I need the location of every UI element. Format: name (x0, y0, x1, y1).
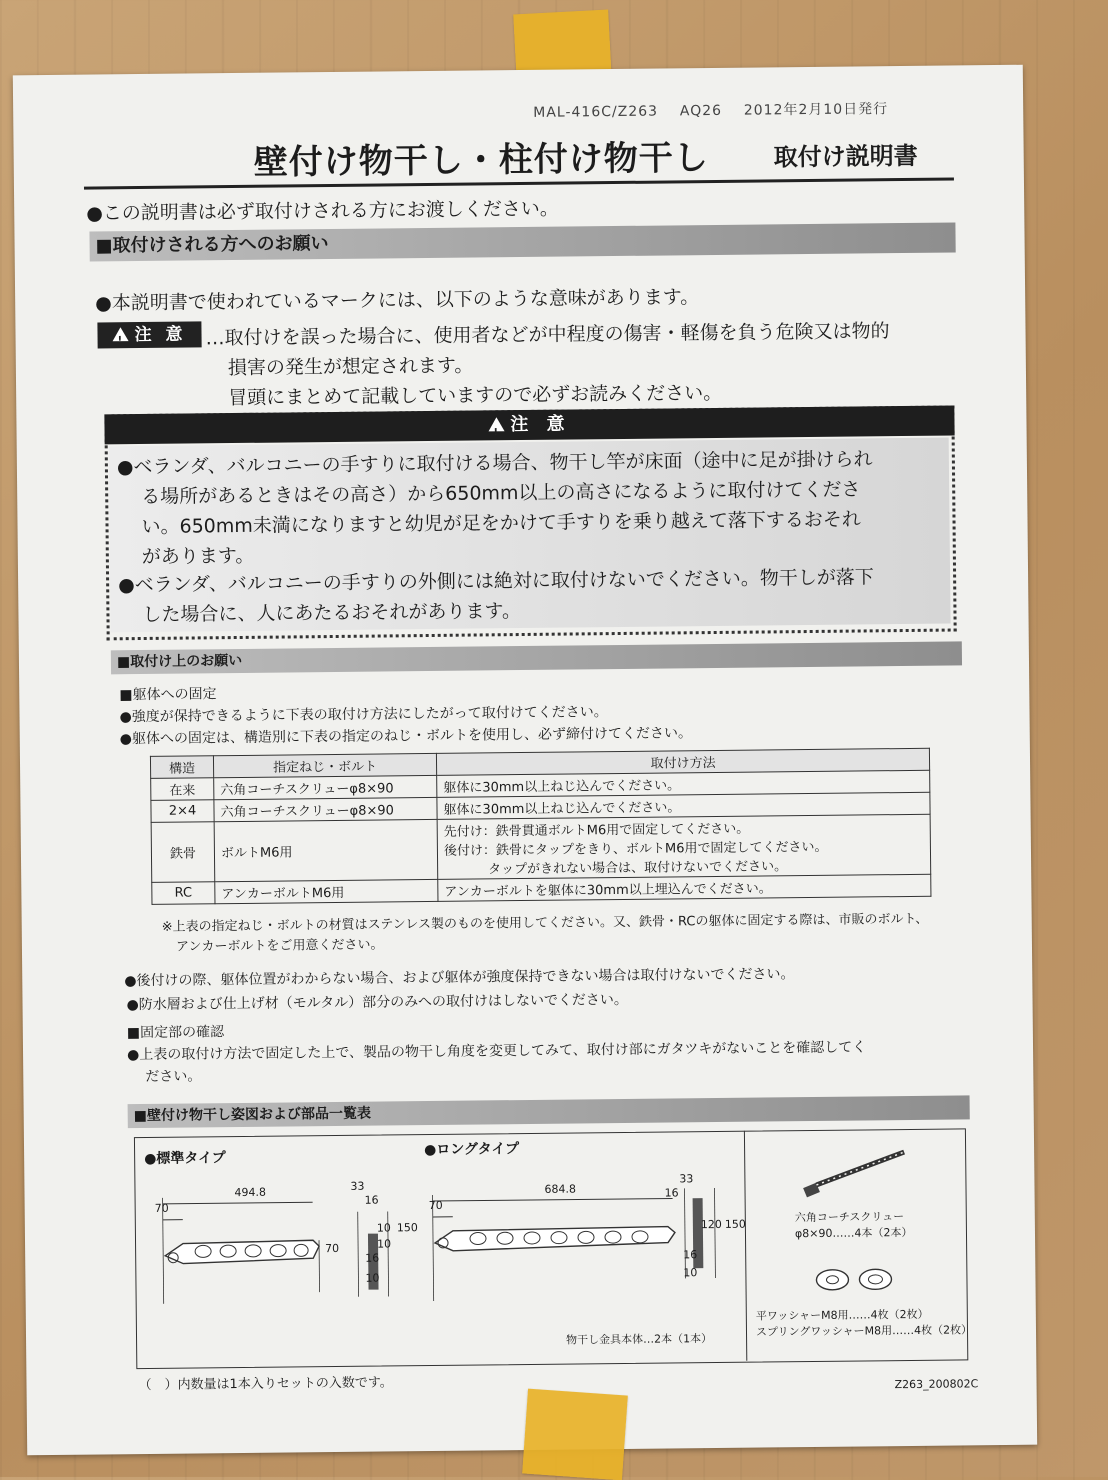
long-type-label: ●ロングタイプ (424, 1138, 519, 1159)
check-bullet-line-2: ださい。 (145, 1065, 201, 1086)
table-cell-line: 先付け：鉄骨貫通ボルトM6用で固定してください。 (444, 816, 924, 840)
table-cell: アンカーボルトを躯体に30mm以上埋込んでください。 (438, 874, 931, 901)
table-cell: 躯体に30mm以上ねじ込んでください。 (437, 792, 930, 819)
document-title: 壁付け物干し・柱付け物干し (253, 130, 708, 184)
issue-date: 2012年2月10日発行 (744, 101, 889, 119)
long-side-b-dim: 120 (701, 1218, 722, 1231)
doc-code-2: AQ26 (680, 103, 722, 119)
table-header: 指定ねじ・ボルト (213, 753, 436, 777)
standard-side-a-dim: 16 (365, 1194, 379, 1207)
fastener-spec-table (150, 748, 932, 905)
standard-type-label: ●標準タイプ (144, 1147, 226, 1168)
quantity-note: （ ）内数量は1本入りセットの入数です。 (138, 1371, 392, 1393)
caution-label-text: 注 意 (134, 325, 186, 346)
fixing-bullet-2: ●躯体への固定は、構造別に下表の指定のねじ・ボルトを使用し、必ず締付けてください。 (120, 722, 692, 748)
fixing-bullet-4: ●防水層および仕上げ材（モルタル）部分のみへの取付けはしないでください。 (126, 989, 628, 1014)
table-cell: 六角コーチスクリューφ8×90 (214, 797, 437, 821)
fixing-bullet-3: ●後付けの際、躯体位置がわからない場合、および躯体が強度保持できない場合は取付けないでください。 (124, 963, 794, 990)
long-left-dim: 70 (429, 1199, 443, 1212)
long-side-height-dim: 150 (725, 1218, 746, 1231)
table-note-2: アンカーボルトをご用意ください。 (176, 933, 384, 954)
table-row (151, 814, 931, 882)
section-heading-parts: ■壁付け物干し姿図および部品一覧表 (128, 1095, 970, 1128)
table-header: 構造 (150, 756, 213, 779)
subheading-fixing: ■躯体への固定 (119, 683, 216, 704)
standard-side-top-dim: 33 (350, 1180, 364, 1193)
check-bullet-line-1: ●上表の取付け方法で固定した上で、製品の物干し角度を変更してみて、取付け部にガタツキがないことを確認してく (127, 1036, 866, 1064)
table-cell: ボルトM6用 (214, 819, 438, 881)
caution-item-1-line-2: る場所があるときはその高さ）から650mm以上の高さになるように取付けてくださ (141, 474, 861, 509)
long-length-dim: 684.8 (544, 1182, 576, 1195)
table-cell (437, 814, 931, 879)
document-subtitle: 取付け説明書 (773, 136, 917, 173)
caution-def-1: …取付けを誤った場合に、使用者などが中程度の傷害・軽傷を負う危険又は物的 (205, 316, 889, 350)
table-cell: RC (152, 882, 215, 905)
long-side-top-dim: 33 (679, 1172, 693, 1185)
coach-screw-icon (794, 1146, 945, 1208)
fixing-bullet-1: ●強度が保持できるように下表の取付け方法にしたがって取付けてください。 (119, 701, 607, 726)
caution-label (97, 321, 201, 348)
standard-length-dim: 494.8 (234, 1186, 266, 1199)
standard-side-height-dim: 150 (397, 1221, 418, 1234)
standard-side-d-dim: 10 (377, 1237, 391, 1250)
caution-item-1-line-4: があります。 (142, 541, 255, 569)
marks-line: ●本説明書で使われているマークには、以下のような意味があります。 (95, 282, 699, 315)
table-cell: 在来 (151, 778, 214, 801)
warning-triangle-icon (112, 327, 128, 341)
table-cell: 躯体に30mm以上ねじ込んでください。 (437, 770, 930, 797)
standard-side-b-dim: 10 (377, 1221, 391, 1234)
footer-code: Z263_200802C (894, 1377, 978, 1391)
flat-washer-label: 平ワッシャーM8用……4枚（2枚） (756, 1306, 929, 1324)
masking-tape-bottom (522, 1389, 628, 1480)
table-cell: アンカーボルトM6用 (215, 879, 438, 903)
screw-part-name: 六角コーチスクリュー (795, 1208, 904, 1225)
table-cell: 2×4 (151, 800, 214, 823)
long-side-a-dim: 16 (664, 1186, 678, 1199)
subheading-check: ■固定部の確認 (127, 1021, 224, 1042)
long-type-drawing (422, 1178, 743, 1311)
caution-box-heading-text: 注 意 (510, 414, 570, 436)
doc-code: MAL-416C/Z263 (533, 104, 658, 121)
long-side-c-dim: 16 (683, 1248, 697, 1261)
table-cell-line: タップがきれない場合は、取付けないでください。 (444, 854, 924, 878)
standard-side-c-dim: 16 (365, 1252, 379, 1265)
table-note-1: ※上表の指定ねじ・ボルトの材質はステンレス製のものを使用してください。又、鉄骨・RCの躯体に固定する際は、市販のボルト、 (162, 908, 929, 935)
body-part-label: 物干し金具本体…2本（1本） (566, 1330, 712, 1348)
section-heading-installation: ■取付け上のお願い (111, 641, 962, 674)
standard-left-dim: 70 (155, 1202, 169, 1215)
caution-item-1-line-1: ●ベランダ、バルコニーの手すりに取付ける場合、物干し竿が床面（途中に足が掛けられ (117, 444, 873, 479)
spring-washer-label: スプリングワッシャーM8用……4枚（2枚） (756, 1321, 972, 1339)
caution-item-2-line-2: した場合に、人にあたるおそれがあります。 (142, 596, 521, 627)
caution-def-3: 冒頭にまとめて記載していますので必ずお読みください。 (228, 378, 722, 410)
table-cell-line: 後付け：鉄骨にタップをきり、ボルトM6用で固定してください。 (444, 835, 924, 859)
long-side-bottom-dim: 10 (683, 1266, 697, 1279)
table-cell: 六角コーチスクリューφ8×90 (214, 775, 437, 799)
section-heading-installer: ■取付けされる方へのお願い (89, 222, 955, 261)
warning-triangle-icon (488, 417, 504, 431)
caution-def-2: 損害の発生が想定されます。 (228, 351, 474, 381)
standard-height-dim: 70 (325, 1242, 339, 1255)
document-code-line (533, 98, 888, 122)
instruction-sheet (13, 65, 1037, 1456)
intro-text: ●この説明書は必ず取付けされる方にお渡しください。 (86, 194, 559, 226)
screw-part-qty: φ8×90……4本（2本） (795, 1224, 913, 1241)
caution-item-1-line-3: い。650mm未満になりますと幼児が足をかけて手すりを乗り越えて落下するおそれ (141, 504, 861, 539)
table-header: 取付け方法 (436, 748, 929, 775)
table-cell: 鉄骨 (151, 822, 215, 883)
standard-side-bottom-dim: 10 (365, 1272, 379, 1285)
washer-icon (807, 1262, 907, 1297)
caution-item-2-line-1: ●ベランダ、バルコニーの手すりの外側には絶対に取付けないでください。物干しが落下 (118, 562, 874, 597)
